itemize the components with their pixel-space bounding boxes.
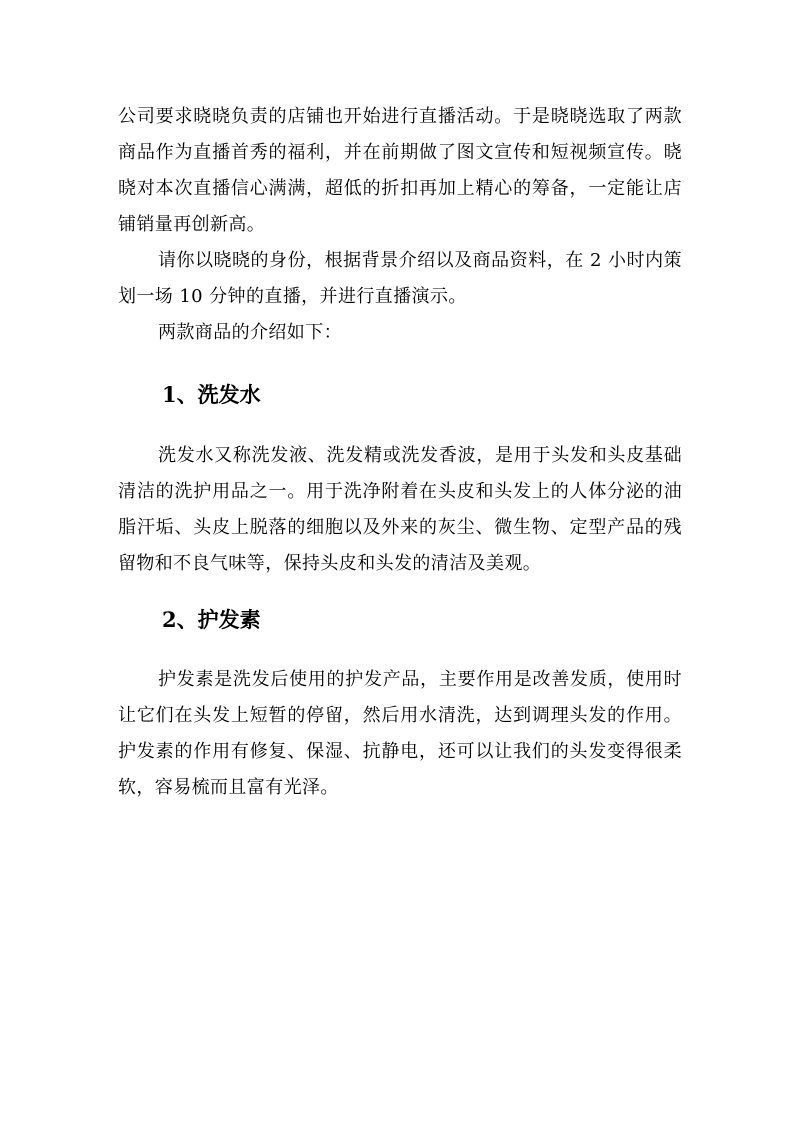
intro-paragraph-products-lead: 两款商品的介绍如下： (158, 322, 342, 343)
section-heading-shampoo: 1、洗发水 (162, 382, 261, 407)
section-body-shampoo: 洗发水又称洗发液、洗发精或洗发香波，是用于头发和头皮基础清洁的洗护用品之一。用于洗净附着在头皮和头发上的人体分泌的油脂汗垢、头皮上脱落的细胞以及外来的灰尘、微生物、定型产品的残留物和不良气味等，保持头皮和头发的清洁及美观。 (118, 445, 682, 574)
section-heading-conditioner: 2、护发素 (162, 607, 261, 632)
intro-paragraph-background: 公司要求晓晓负责的店铺也开始进行直播活动。于是晓晓选取了两款商品作为直播首秀的福利，并在前期做了图文宣传和短视频宣传。晓晓对本次直播信心满满，超低的折扣再加上精心的筹备，一定能让店铺销量再创新高。 (118, 106, 682, 235)
intro-paragraph-task: 请你以晓晓的身份，根据背景介绍以及商品资料，在 2 小时内策划一场 10 分钟的直播，并进行直播演示。 (118, 250, 682, 307)
document-content (118, 99, 682, 806)
section-body-conditioner: 护发素是洗发后使用的护发产品，主要作用是改善发质，使用时让它们在头发上短暂的停留，然后用水清洗，达到调理头发的作用。护发素的作用有修复、保湿、抗静电，还可以让我们的头发变得很柔软，容易梳而且富有光泽。 (118, 669, 682, 798)
